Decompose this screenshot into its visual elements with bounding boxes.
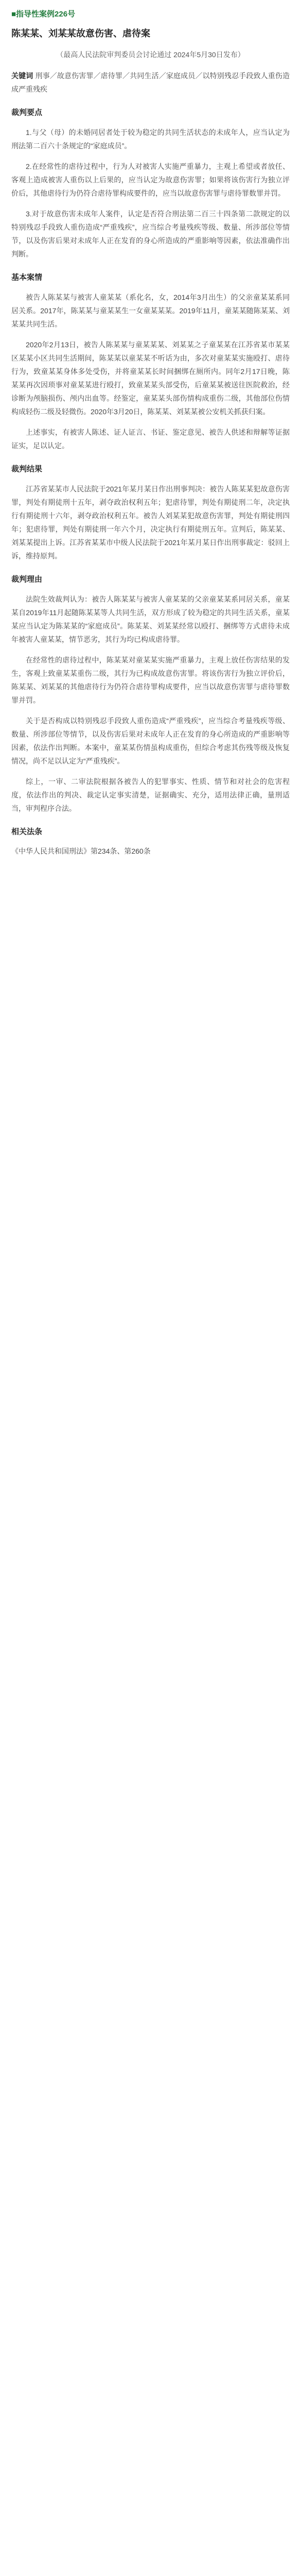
- law-text: 《中华人民共和国刑法》第234条、第260条: [11, 847, 151, 855]
- reason-1: 法院生效裁判认为：被告人陈某某与被害人童某某的父亲童某某系同居关系，童某某自2019年11月起随陈某某等人共同生活，双方形成了较为稳定的共同生活关系，童某某应当认定为陈某某的“家庭成员”。陈某某、刘某某经常以殴打、捆绑等方式虐待未成年被害人童某某，情节恶劣，其行为均已构成虐待罪。: [11, 595, 290, 643]
- reason-2: 在经常性的虐待过程中，陈某某对童某某实施严重暴力，主观上放任伤害结果的发生，客观上致童某某重伤二级，其行为已构成故意伤害罪。将该伤害行为独立评价后，陈某某、刘某某的其他虐待行为仍符合虐待罪构成要件，应当以故意伤害罪与虐待罪数罪并罚。: [11, 656, 290, 704]
- reason-4: 综上，一审、二审法院根据各被告人的犯罪事实、性质、情节和对社会的危害程度，依法作出的判决、裁定认定事实清楚，证据确实、充分，适用法律正确，量刑适当，审判程序合法。: [11, 777, 290, 812]
- point-3: 3.对于故意伤害未成年人案件，认定是否符合刑法第二百三十四条第二款规定的以特别残忍手段致人重伤造成“严重残疾”，应当综合考量残疾等级、数量、所涉部位等情节，以及伤害后果对未成年人正在发育的身心所造成的严重影响等因素，依法准确作出判断。: [11, 210, 290, 258]
- keywords: [11, 69, 290, 96]
- section-law: 相关法条: [11, 827, 43, 836]
- section-reason: 裁判理由: [11, 575, 43, 584]
- point-1: 1.与父（母）的未婚同居者处于较为稳定的共同生活状态的未成年人，应当认定为刑法第二百六十条规定的“家庭成员”。: [11, 128, 290, 150]
- keywords-text: 刑事／故意伤害罪／虐待罪／共同生活／家庭成员／以特别残忍手段致人重伤造成严重残疾: [11, 72, 290, 93]
- case-title: 陈某某、刘某某故意伤害、虐待案: [11, 28, 150, 39]
- section-result: 裁判结果: [11, 465, 43, 473]
- article: [0, 0, 301, 883]
- result-1: 江苏省某某市人民法院于2021年某月某日作出刑事判决：被告人陈某某犯故意伤害罪，判处有期徒刑十五年，剥夺政治权利五年；犯虐待罪，判处有期徒刑二年，决定执行有期徒刑十六年，剥夺政治权利五年。被告人刘某某犯故意伤害罪，判处有期徒刑四年；犯虐待罪，判处有期徒刑一年六个月，决定执行有期徒刑五年。宣判后，陈某某、刘某某提出上诉。江苏省某某市中级人民法院于2021年某月某日作出刑事裁定：驳回上诉，维持原判。: [11, 485, 290, 560]
- fact-3: 上述事实，有被害人陈述、证人证言、书证、鉴定意见、被告人供述和辩解等证据证实，足以认定。: [11, 428, 290, 450]
- reason-3: 关于是否构成以特别残忍手段致人重伤造成“严重残疾”，应当综合考量残疾等级、数量、所涉部位等情节，以及伤害后果对未成年人正在发育的身心所造成的严重影响等因素，依法作出判断。本案中，童某某伤情虽构成重伤，但综合考虑其伤残等级及恢复情况，尚不足以认定为“严重残疾”。: [11, 717, 290, 765]
- section-points: 裁判要点: [11, 108, 43, 117]
- fact-2: 2020年2月13日，被告人陈某某与童某某某、刘某某之子童某某在江苏省某市某某区某某小区共同生活期间，陈某某以童某某不听话为由，多次对童某某实施殴打、虐待行为，致童某某身体多处受伤，并将童某某长时间捆绑在厕所内。同年2月17日晚，陈某某再次因琐事对童某某进行殴打，致童某某头部受伤，后童某某被送往医院救治，经诊断为颅脑损伤、颅内出血等。经鉴定，童某某头部伤情构成重伤二级，其他部位伤情构成轻伤二级及轻微伤。2020年3月20日，陈某某、刘某某被公安机关抓获归案。: [11, 341, 290, 416]
- case-tag: ■指导性案例226号: [11, 10, 76, 19]
- issued-note: （最高人民法院审判委员会讨论通过 2024年5月30日发布）: [56, 50, 245, 59]
- fact-1: 被告人陈某某与被害人童某某（系化名，女，2014年3月出生）的父亲童某某系同居关系。2017年，陈某某与童某某生一女童某某某。2019年11月，童某某随陈某某、刘某某共同生活。: [11, 293, 290, 328]
- section-facts: 基本案情: [11, 273, 43, 282]
- point-2: 2.在经常性的虐待过程中，行为人对被害人实施严重暴力，主观上希望或者放任、客观上造成被害人重伤以上后果的，应当认定为故意伤害罪；如果将该伤害行为独立评价后，其他虐待行为仍符合虐待罪构成要件的，应当以故意伤害罪与虐待罪数罪并罚。: [11, 162, 290, 197]
- keywords-label: 关键词: [11, 72, 33, 80]
